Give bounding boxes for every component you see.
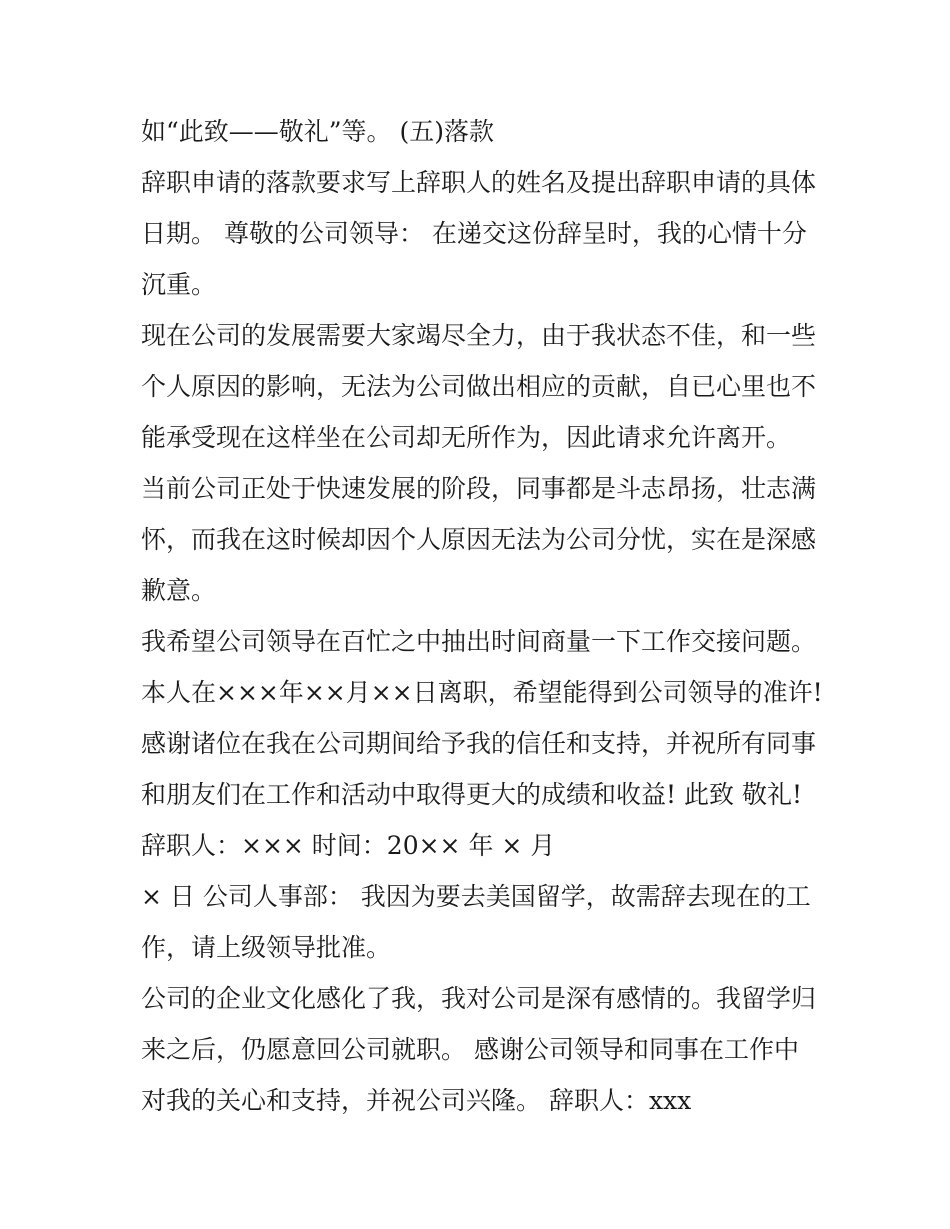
text-line: 和朋友们在工作和活动中取得更大的成绩和收益! 此致 敬礼! [141, 780, 802, 809]
text-line: 歉意。 [141, 576, 217, 605]
text-line: 能承受现在这样坐在公司却无所作为，因此请求允许离开。 [141, 423, 792, 452]
text-line: 辞职申请的落款要求写上辞职人的姓名及提出辞职申请的具体 [141, 168, 817, 197]
text-line: 个人原因的影响，无法为公司做出相应的贡献，自已心里也不 [141, 372, 817, 401]
text-line: 怀，而我在这时候却因个人原因无法为公司分忧，实在是深感 [141, 525, 817, 554]
text-line: × 日 公司人事部： 我因为要去美国留学，故需辞去现在的工 [141, 882, 811, 911]
text-line: 感谢诸位在我在公司期间给予我的信任和支持，并祝所有同事 [141, 729, 817, 758]
text-line: 对我的关心和支持，并祝公司兴隆。 辞职人：xxx [141, 1086, 692, 1115]
text-line: 当前公司正处于快速发展的阶段，同事都是斗志昂扬，壮志满 [141, 474, 817, 503]
document-body [141, 106, 841, 1126]
text-line: 作，请上级领导批准。 [141, 933, 392, 962]
text-line: 辞职人：××× 时间：20×× 年 × 月 [141, 831, 556, 860]
text-line: 日期。 尊敬的公司领导： 在递交这份辞呈时，我的心情十分 [141, 219, 807, 248]
text-line: 如“此致——敬礼”等。 (五)落款 [141, 117, 495, 146]
text-line: 本人在×××年××月××日离职，希望能得到公司领导的准许! [141, 678, 823, 707]
text-line: 我希望公司领导在百忙之中抽出时间商量一下工作交接问题。 [141, 627, 817, 656]
text-line: 现在公司的发展需要大家竭尽全力，由于我状态不佳，和一些 [141, 321, 817, 350]
text-line: 沉重。 [141, 270, 217, 299]
text-line: 来之后，仍愿意回公司就职。 感谢公司领导和同事在工作中 [141, 1035, 799, 1064]
text-line: 公司的企业文化感化了我，我对公司是深有感情的。我留学归 [141, 984, 817, 1013]
